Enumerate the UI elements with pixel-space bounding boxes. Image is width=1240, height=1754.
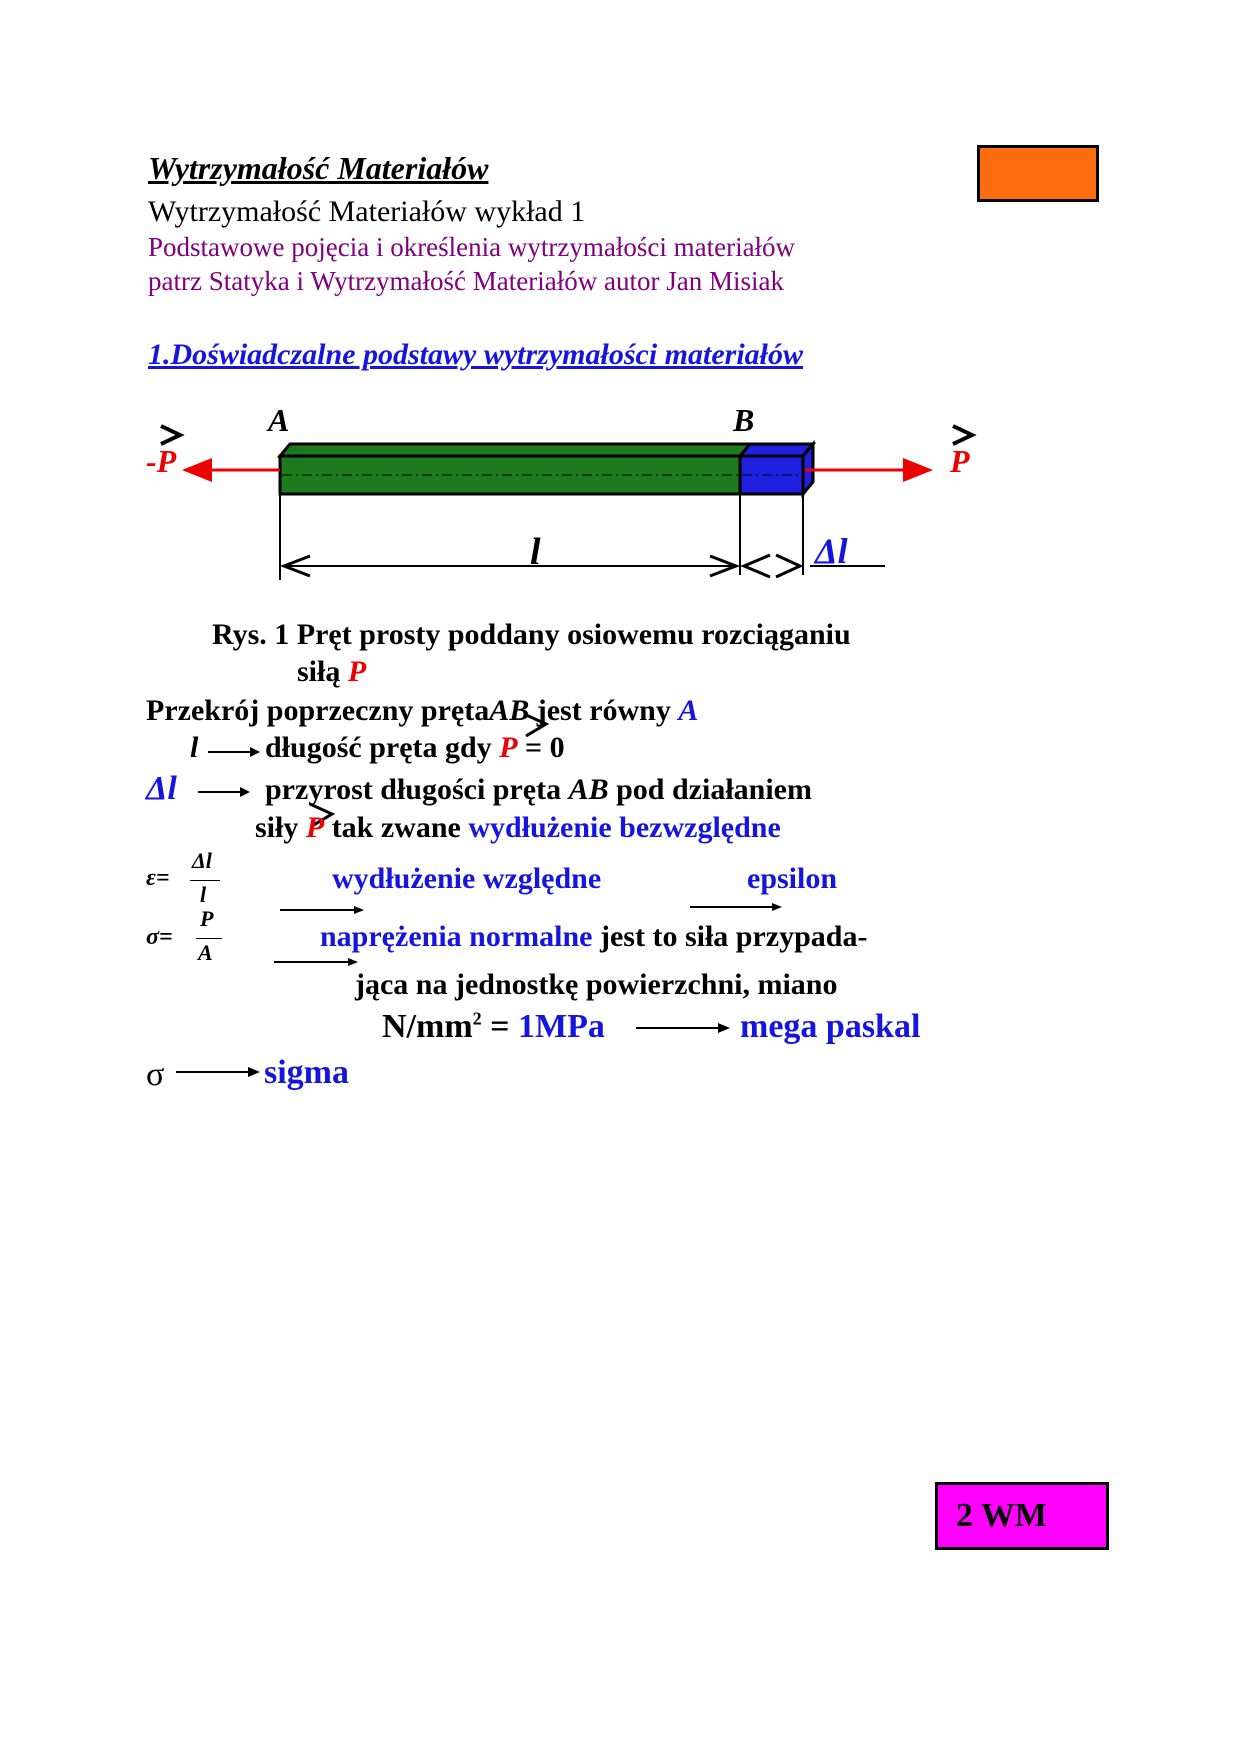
normal-stress-text: jest to siła przypada- bbox=[599, 920, 868, 953]
arrow-icon bbox=[206, 742, 266, 762]
point-b-label: B bbox=[733, 402, 755, 438]
fraction-bar bbox=[190, 880, 220, 881]
cross-section-a: A bbox=[678, 694, 699, 727]
arrow-icon bbox=[634, 1020, 734, 1036]
unit-equals: = bbox=[490, 1008, 510, 1045]
arrow-icon bbox=[278, 902, 368, 918]
length-definition-line bbox=[190, 731, 198, 765]
lecture-subtitle: Wytrzymałość Materiałów wykład 1 bbox=[148, 195, 586, 228]
normal-stress-term: naprężenia normalne bbox=[320, 920, 593, 953]
delta-text-1: przyrost długości pręta bbox=[265, 773, 562, 806]
fraction-bar bbox=[196, 938, 222, 939]
length-definition-text bbox=[265, 731, 565, 765]
delta-length-label: Δl bbox=[815, 531, 848, 571]
page-badge: 2 WM bbox=[935, 1482, 1109, 1550]
length-symbol: l bbox=[190, 731, 199, 764]
delta-definition-line-2 bbox=[255, 811, 781, 845]
delta-line2-mid: tak zwane bbox=[331, 811, 461, 844]
epsilon-name: epsilon bbox=[747, 862, 838, 895]
description-line-2: patrz Statyka i Wytrzymałość Materiałów autor Jan Misiak bbox=[148, 266, 784, 296]
figure-caption-line-2 bbox=[297, 655, 366, 689]
epsilon-lhs: ε= bbox=[146, 865, 170, 891]
absolute-elongation-term: wydłużenie bezwzględne bbox=[468, 811, 781, 844]
delta-definition-line-1 bbox=[265, 773, 812, 807]
point-a-label: A bbox=[268, 402, 290, 438]
length-label: l bbox=[530, 531, 541, 573]
unit-name: mega paskal bbox=[740, 1008, 921, 1045]
bar-tension-figure bbox=[0, 0, 1240, 600]
length-equals-zero: = 0 bbox=[525, 731, 565, 764]
force-right-label: P bbox=[950, 443, 970, 479]
description-line-1: Podstawowe pojęcia i określenia wytrzymałości materiałów bbox=[148, 232, 796, 262]
delta-symbol: Δl bbox=[146, 770, 177, 807]
length-text: długość pręta gdy bbox=[265, 731, 492, 764]
sigma-lhs: σ= bbox=[146, 924, 173, 950]
delta-ab: AB bbox=[568, 773, 609, 806]
figure-caption-line-1: Rys. 1 Pręt prosty poddany osiowemu rozciąganiu bbox=[212, 618, 851, 651]
arrow-icon bbox=[196, 782, 256, 802]
normal-stress-line-2: jąca na jednostkę powierzchni, miano bbox=[355, 968, 838, 1001]
arrow-icon bbox=[174, 1064, 264, 1080]
cross-section-prefix: Przekrój poprzeczny pręta bbox=[146, 694, 490, 727]
delta-text-2: pod działaniem bbox=[616, 773, 812, 806]
normal-stress-line bbox=[320, 920, 867, 954]
vector-chevron-right bbox=[953, 426, 972, 444]
section-heading: 1.Doświadczalne podstawy wytrzymałości materiałów bbox=[148, 338, 804, 371]
epsilon-denominator: l bbox=[200, 882, 207, 907]
length-force-symbol: P bbox=[499, 731, 518, 764]
cross-section-ab: AB bbox=[489, 694, 530, 727]
epsilon-numerator: Δl bbox=[192, 848, 212, 873]
delta-force-symbol: P bbox=[305, 811, 325, 844]
arrow-icon bbox=[272, 954, 362, 970]
bar-top-face bbox=[280, 444, 813, 456]
relative-elongation-term: wydłużenie względne bbox=[332, 862, 602, 895]
delta-dimension-marks bbox=[744, 555, 800, 577]
caption-prefix: siłą bbox=[297, 655, 341, 688]
sigma-denominator: A bbox=[198, 940, 213, 965]
unit-value: 1MPa bbox=[518, 1008, 605, 1045]
force-left-label: -P bbox=[146, 443, 177, 479]
sigma-symbol: σ bbox=[146, 1056, 165, 1093]
caption-force-symbol: P bbox=[347, 655, 367, 688]
delta-line2-prefix: siły bbox=[255, 811, 299, 844]
cross-section-mid: jest równy bbox=[536, 694, 671, 727]
cross-section-line bbox=[146, 694, 698, 728]
page-title: Wytrzymałość Materiałów bbox=[148, 150, 489, 186]
extension-top-face bbox=[740, 444, 813, 456]
sigma-numerator: P bbox=[200, 906, 214, 931]
unit-prefix: N/mm bbox=[382, 1008, 473, 1045]
unit-superscript: 2 bbox=[472, 1008, 482, 1029]
arrow-icon bbox=[688, 899, 788, 915]
unit-line bbox=[382, 1008, 605, 1046]
vector-chevron-left bbox=[161, 426, 180, 444]
sigma-name: sigma bbox=[264, 1054, 349, 1091]
